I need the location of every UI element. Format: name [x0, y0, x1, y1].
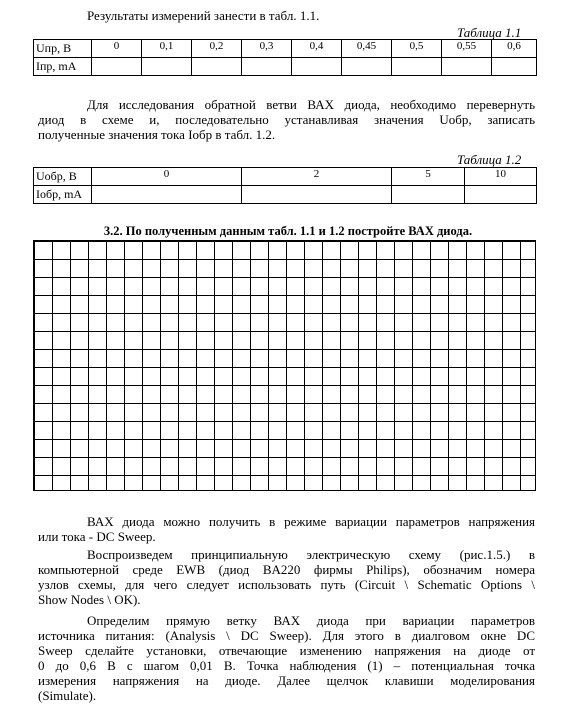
para4-line: Sweep сделайте установки, отвечающие изменению напряжения на диоде от	[38, 643, 535, 658]
para3-line: Воспроизведем принципиальную электрическую схему (рис.1.5.) в	[87, 547, 535, 562]
para4-line: 0 до 0,6 В с шагом 0,01 В. Точка наблюдения (1) – потенциальная точка	[38, 658, 535, 673]
table1-cell: 0,45	[342, 40, 392, 58]
intro-text: Результаты измерений занести в табл. 1.1.	[87, 8, 320, 23]
table2-empty-cell[interactable]	[465, 186, 537, 204]
para1-line: полученные значения тока Iобр в табл. 1.2.	[38, 127, 276, 142]
paragraph-dc-sweep	[38, 514, 535, 544]
table2-cell: 5	[392, 168, 465, 186]
table1-cell: 0,4	[292, 40, 342, 58]
table1-cell: 0,55	[442, 40, 492, 58]
paragraph-ewb-schematic	[38, 547, 535, 607]
table2-cell: 2	[242, 168, 392, 186]
table2-cell: 10	[465, 168, 537, 186]
table1-row2-label: Iпр, mA	[34, 58, 92, 76]
table1-cell: 0,5	[392, 40, 442, 58]
table1-empty-cell[interactable]	[442, 58, 492, 76]
section-heading: 3.2. По полученным данным табл. 1.1 и 1.2 постройте ВАХ диода.	[103, 224, 473, 238]
table2-empty-cell[interactable]	[392, 186, 465, 204]
table2-cell: 0	[92, 168, 242, 186]
table1-empty-cell[interactable]	[92, 58, 142, 76]
table-1-2	[33, 167, 537, 204]
table1-empty-cell[interactable]	[492, 58, 537, 76]
table1-empty-cell[interactable]	[192, 58, 242, 76]
table1-cell: 0	[92, 40, 142, 58]
para3-line: узлов схемы, для чего следует использовать путь (Circuit \ Schematic Options \	[38, 577, 535, 592]
table-1-1	[33, 39, 537, 76]
table1-row-voltage	[34, 40, 537, 58]
table1-empty-cell[interactable]	[392, 58, 442, 76]
para2-line: ВАХ диода можно получить в режиме вариации параметров напряжения	[87, 514, 535, 529]
para3-line: компьютерной среде EWB (диод BA220 фирмы Philips), обозначим номера	[38, 562, 535, 577]
para1-line: диод в схеме и, последовательно устанавливая значения Uобр, записать	[38, 112, 535, 127]
table2-row2-label: Iобр, mA	[34, 186, 92, 204]
para4-line: Определим прямую ветку ВАХ диода при вариации параметров	[87, 613, 535, 628]
table1-row1-label: Uпр, В	[34, 40, 92, 58]
table1-row-current	[34, 58, 537, 76]
table1-cell: 0,3	[242, 40, 292, 58]
table2-row-voltage	[34, 168, 537, 186]
paragraph-forward-branch	[38, 613, 535, 703]
table2-empty-cell[interactable]	[242, 186, 392, 204]
table1-empty-cell[interactable]	[242, 58, 292, 76]
para4-line: источника питания: (Analysis \ DC Sweep). Для этого в диалговом окне DC	[38, 628, 535, 643]
para4-line: измерения напряжения на диоде. Далее щелчок клавиши моделирования	[38, 673, 535, 688]
table1-cell: 0,2	[192, 40, 242, 58]
table1-empty-cell[interactable]	[292, 58, 342, 76]
table1-cell: 0,1	[142, 40, 192, 58]
table2-row-current	[34, 186, 537, 204]
para2-line: или тока - DC Sweep.	[38, 529, 156, 544]
table2-empty-cell[interactable]	[92, 186, 242, 204]
para4-line: (Simulate).	[38, 688, 97, 703]
table1-empty-cell[interactable]	[342, 58, 392, 76]
table1-cell: 0,6	[492, 40, 537, 58]
table1-empty-cell[interactable]	[142, 58, 192, 76]
para3-line: Show Nodes \ OK).	[38, 592, 141, 607]
paragraph-reverse-branch	[38, 97, 535, 142]
para1-line: Для исследования обратной ветви ВАХ диода, необходимо перевернуть	[87, 97, 535, 112]
graph-grid	[33, 240, 536, 491]
table1-caption: Таблица 1.1	[457, 25, 522, 40]
table2-row1-label: Uобр, В	[34, 168, 92, 186]
table2-caption: Таблица 1.2	[457, 152, 522, 167]
